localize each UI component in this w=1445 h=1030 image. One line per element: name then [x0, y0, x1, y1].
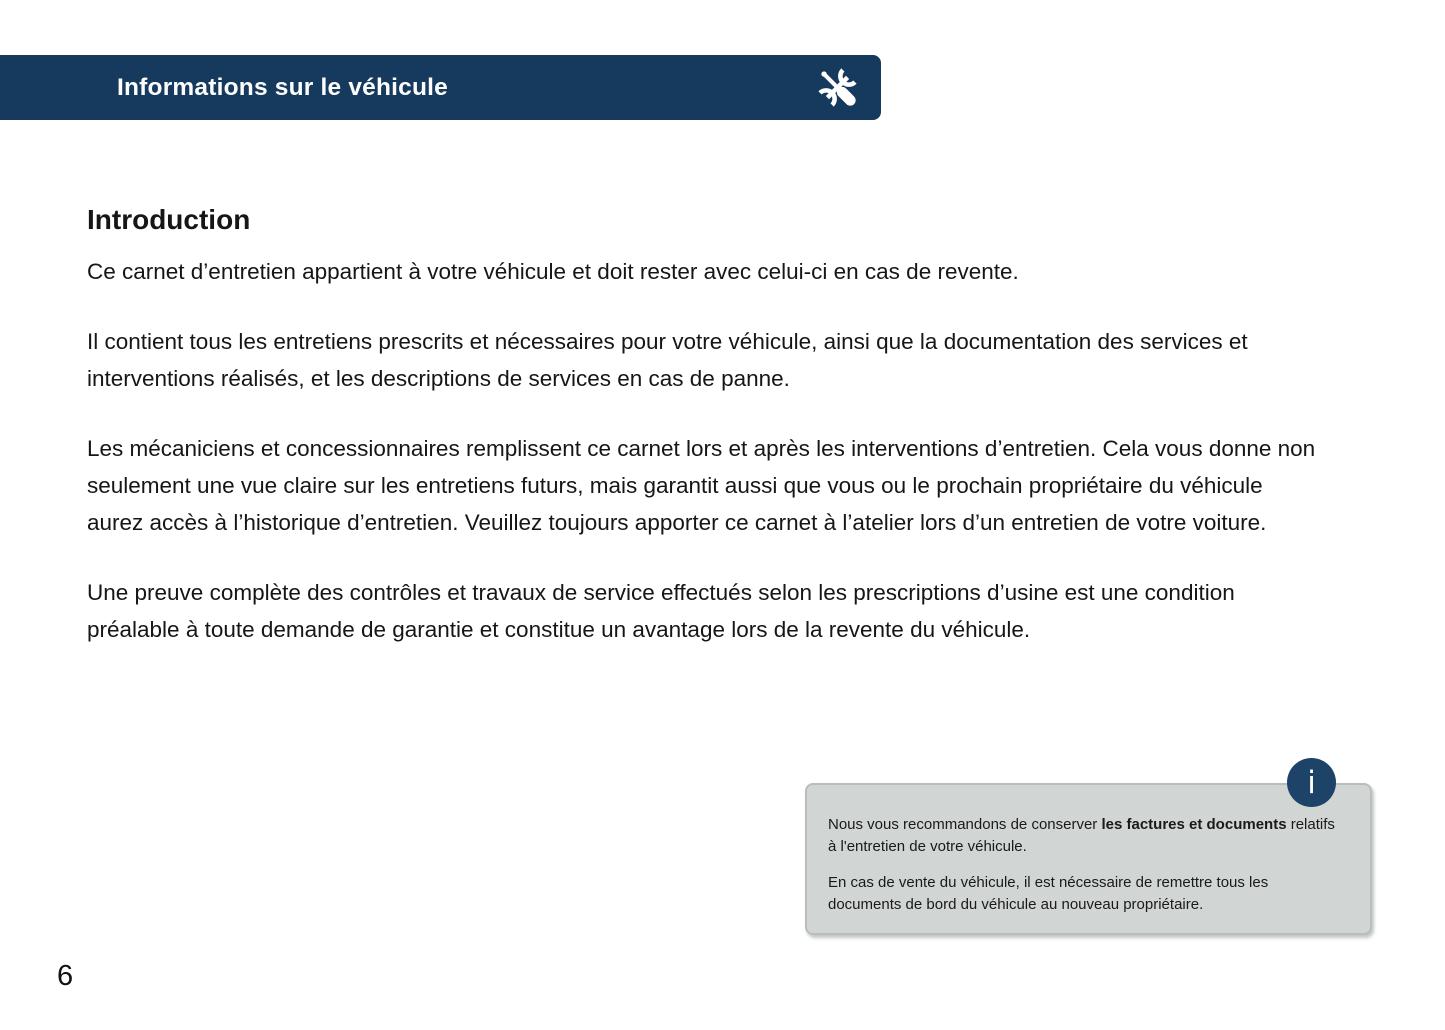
info-p1-pre: Nous vous recommandons de conserver	[828, 816, 1102, 833]
info-box	[805, 783, 1372, 935]
body-paragraph-3: Les mécaniciens et concessionnaires remplissent ce carnet lors et après les interventions d’entretien. Cela vous donne non seulement une vue claire sur les entretiens futurs, mais garantit aussi que vous ou le prochain propriétaire du véhicule aurez accès à l’historique d’entretien. Veuillez toujours apporter ce carnet à l’atelier lors d’un entretien de votre voiture.	[87, 436, 1316, 535]
info-paragraph-2: En cas de vente du véhicule, il est nécessaire de remettre tous les documents de bord du véhicule au nouveau propriétaire.	[828, 874, 1269, 913]
header-bar	[0, 55, 881, 120]
body-paragraph-2: Il contient tous les entretiens prescrits et nécessaires pour votre véhicule, ainsi que la documentation des services et interventions réalisés, et les descriptions de services en cas de panne.	[87, 329, 1248, 391]
intro-heading: Introduction	[87, 204, 251, 235]
body-paragraph-4: Une preuve complète des contrôles et travaux de service effectués selon les prescriptions d’usine est une condition préalable à toute demande de garantie et constitue un avantage lors de la revente du véhicule.	[87, 580, 1235, 642]
body-paragraph-1: Ce carnet d’entretien appartient à votre véhicule et doit rester avec celui-ci en cas de revente.	[87, 259, 1019, 284]
tools-icon	[816, 66, 859, 109]
header-title: Informations sur le véhicule	[117, 73, 448, 101]
info-p1-bold: les factures et documents	[1101, 816, 1287, 833]
info-icon-letter: i	[1307, 764, 1316, 801]
info-icon	[1287, 758, 1336, 807]
info-p1-post: relatifs à l'entretien de votre véhicule.	[828, 816, 1335, 855]
info-paragraph-1	[828, 814, 1344, 857]
page-number: 6	[57, 960, 74, 992]
content-area	[87, 204, 1319, 681]
